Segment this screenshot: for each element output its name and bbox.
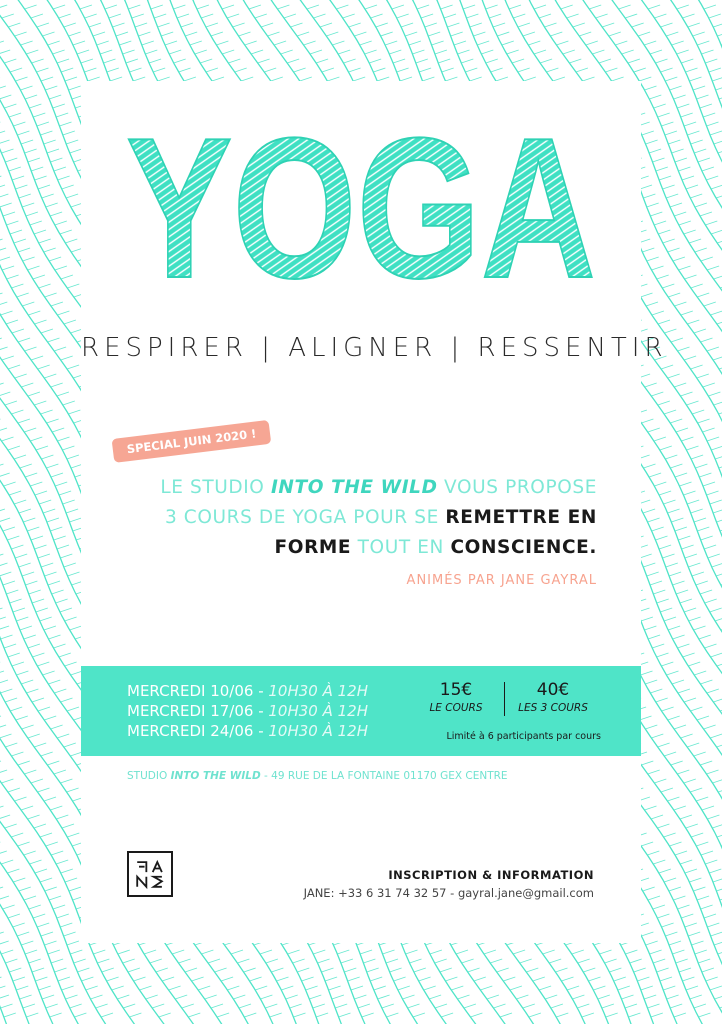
intro-highlight: REMETTRE EN (445, 507, 597, 528)
session-item (127, 701, 397, 721)
address-prefix: STUDIO (127, 770, 171, 782)
intro-text-part: VOUS PROPOSE (437, 477, 597, 498)
intro-highlight: CONSCIENCE (450, 537, 590, 558)
intro-line-1 (127, 473, 597, 503)
session-item (127, 721, 397, 741)
address-street: - 49 RUE DE LA FONTAINE 01170 GEX CENTRE (260, 770, 508, 782)
intro-text (127, 473, 597, 563)
contact-title: INSCRIPTION & INFORMATION (388, 868, 594, 882)
price-amount: 15€ (439, 680, 473, 700)
poster-card (81, 81, 668, 943)
animator-text: ANIMÉS PAR JANE GAYRAL (406, 573, 597, 588)
studio-address (127, 770, 597, 782)
session-date: MERCREDI 10/06 - (127, 682, 269, 700)
price-divider (504, 682, 505, 716)
jane-logo (127, 851, 173, 897)
participant-limit: Limité à 6 participants par cours (446, 731, 601, 742)
yoga-title (81, 97, 641, 320)
contact-details: JANE: +33 6 31 74 32 57 - gayral.jane@gmail.com (303, 886, 594, 900)
price-unit: LES 3 COURS (518, 702, 588, 714)
address-studio-name: INTO THE WILD (170, 770, 261, 782)
studio-name: INTO THE WILD (270, 477, 438, 498)
session-item (127, 681, 397, 701)
intro-text-part: TOUT EN (351, 537, 451, 558)
price-single (416, 680, 496, 714)
special-badge: SPECIAL JUIN 2020 ! (112, 420, 272, 463)
intro-text-part: 3 COURS DE YOGA POUR SE (164, 507, 446, 528)
session-list (127, 681, 397, 741)
session-time: 10H30 À 12H (268, 702, 369, 720)
yoga-title-text: YOGA (126, 97, 596, 320)
price-unit: LE COURS (429, 702, 483, 714)
session-time: 10H30 À 12H (268, 682, 369, 700)
session-date: MERCREDI 24/06 - (127, 722, 269, 740)
tagline: RESPIRER | ALIGNER | RESSENTIR (81, 333, 668, 363)
intro-text-part: LE STUDIO (160, 477, 271, 498)
session-time: 10H30 À 12H (268, 722, 369, 740)
intro-line-2 (127, 503, 597, 533)
intro-highlight: FORME (274, 537, 352, 558)
intro-period: . (589, 537, 597, 558)
session-date: MERCREDI 17/06 - (127, 702, 269, 720)
price-amount: 40€ (536, 680, 570, 700)
intro-line-3 (127, 533, 597, 563)
price-bundle (513, 680, 593, 714)
schedule-band (81, 666, 641, 756)
